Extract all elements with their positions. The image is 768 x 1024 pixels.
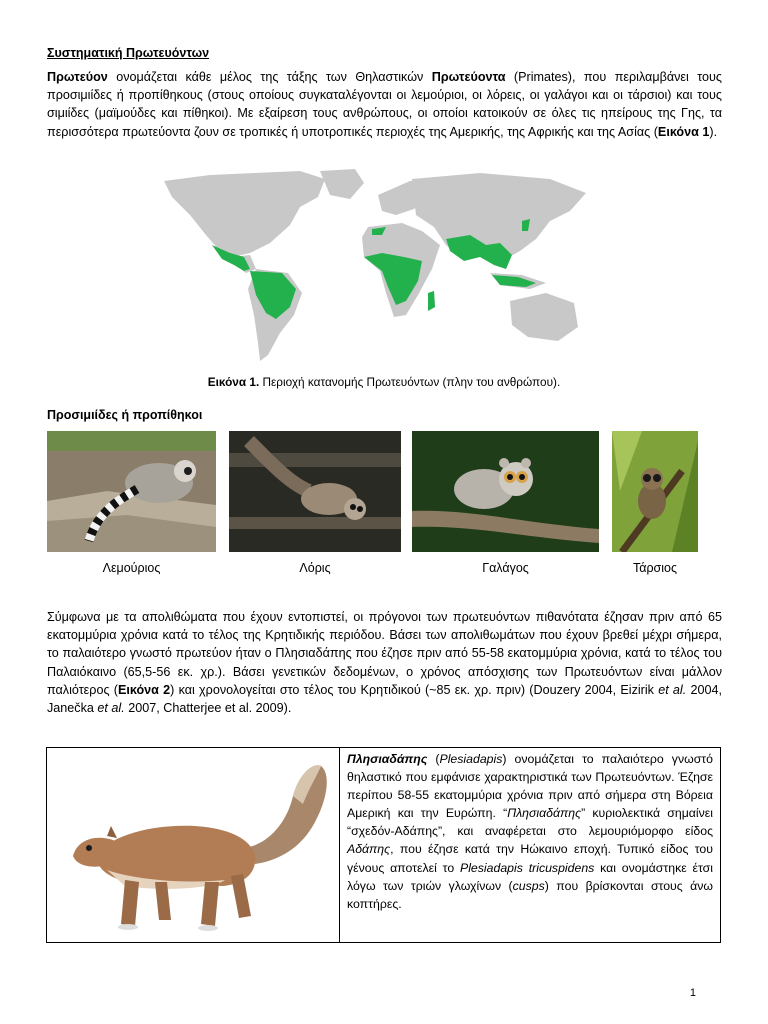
fossils-paragraph: Σύμφωνα με τα απολιθώματα που έχουν εντοπιστεί, οι πρόγονοι των πρωτευόντων πιθανότατα έζησαν πριν από 65 εκατομμύρια χρόνια κατά το τέλος της Κρητιδικής περιόδου. Βάσει των απολιθωμάτων που έχουν βρεθεί μέχρι σήμερα, το παλαιότερο γνωστό πρωτεύον ήταν ο Πλησιαδάπης που έζησε πριν από 55-58 εκατομμύρια χρόνια, κατά το τέλος του Παλαιόκαινο (65,5-56 εκ. χρ.). Βάσει γενετικών δεδομένων, ο χρόνος απόσχισης των Πρωτευόντων είναι μάλλον παλιότερος (Εικόνα 2) και χρονολογείται στο τέλος του Κρητιδικού (~85 εκ. χρ. πριν) (Douzery 2004, Eizirik et al. 2004, Janečka et al. 2007, Chatterjee et al. 2009).	[47, 610, 722, 716]
prosimians-title: Προσιμιίδες ή προπίθηκοι	[47, 408, 203, 422]
plesiadapis-illustration	[55, 752, 333, 943]
animal-label-lemur: Λεμούριος	[102, 561, 161, 575]
section-title: Συστηματική Πρωτευόντων	[47, 46, 210, 60]
box-divider	[339, 748, 340, 942]
animal-label-tarsier: Τάρσιος	[632, 561, 678, 575]
plesiadapis-text: Πλησιαδάπης (Plesiadapis) ονομάζεται το παλαιότερο γνωστό θηλαστικό που εμφάνισε χαρακτηριστικά των Πρωτευόντων. Έζησε περίπου 58-55 εκατομμύρια χρόνια πριν από σήμερα στη Βόρεια Αμερική και την Ευρώπη. “Πλησιαδάπης” κυριολεκτικά σημαίνει “σχεδόν-Αδάπης”, και αναφέρεται στο λεμουριόμορφο είδος Αδάπης, που έζησε κατά την Ηώκαινο εποχή. Τυπικό είδος του γένους αποτελεί το Plesiadapis tricuspidens και ονομάστηκε έτσι λόγω των τριών γλωχίνων (cusps) που βρίσκονται στους άνω κοπτήρες.	[347, 752, 714, 911]
galago-photo	[412, 431, 599, 552]
animal-label-galago: Γαλάγος	[482, 561, 529, 575]
animal-label-loris: Λόρις	[299, 561, 331, 575]
intro-paragraph: Πρωτεύον ονομάζεται κάθε μέλος της τάξης των Θηλαστικών Πρωτεύοντα (Primates), που περιλαμβάνει τους προσιμιίδες ή προπίθηκους (στους οποίους συγκαταλέγονται οι λεμούριοι, οι λόρεις, οι γαλάγοι και οι τάρσιοι) και τους σιμιίδες (μαϊμούδες και πίθηκοι). Με εξαίρεση τους ανθρώπους, οι οποίοι κατοικούν σε όλες τις ηπείρους της Γης, τα περισσότερα πρωτεύοντα ζουν σε τροπικές ή υποτροπικές περιοχές της Αμερικής, της Αφρικής και της Ασίας (Εικόνα 1).	[47, 70, 722, 139]
figure1-caption: Εικόνα 1. Περιοχή κατανομής Πρωτευόντων (πλην του ανθρώπου).	[207, 375, 561, 389]
tarsier-photo	[612, 431, 698, 552]
primate-distribution-map	[150, 165, 590, 365]
page-number: 1	[689, 987, 696, 999]
loris-photo	[229, 431, 401, 552]
lemur-photo	[47, 431, 216, 552]
plesiadapis-box	[46, 747, 721, 943]
